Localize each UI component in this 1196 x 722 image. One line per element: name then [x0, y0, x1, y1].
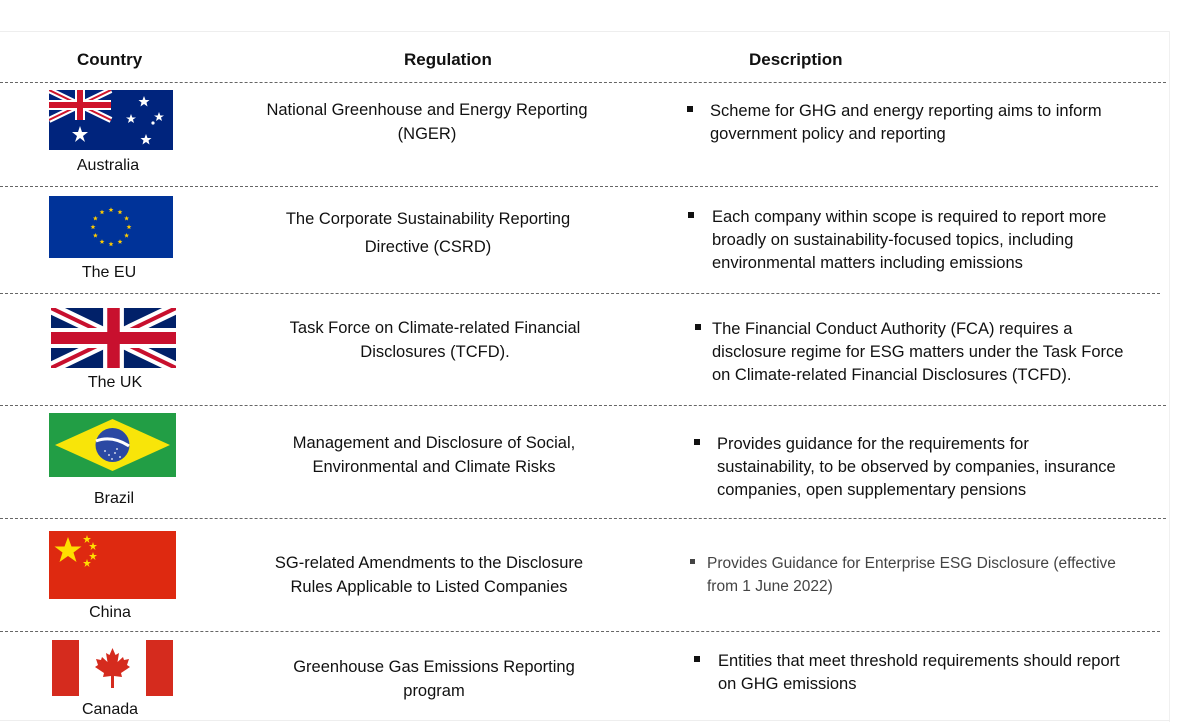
brazil-flag-icon: [49, 413, 176, 477]
header-description: Description: [749, 50, 843, 69]
regulation-name: Task Force on Climate-related Financial Disclosures (TCFD).: [289, 319, 581, 361]
regulation-name: The Corporate Sustainability Reporting Directive (CSRD): [285, 210, 571, 256]
bullet-icon: [688, 212, 694, 218]
bullet-icon: [694, 656, 700, 662]
regulation-name: Management and Disclosure of Social, Environmental and Climate Risks: [292, 434, 576, 476]
description-text: Provides Guidance for Enterprise ESG Disclosure (effective from 1 June 2022): [707, 555, 1116, 595]
description-text: Scheme for GHG and energy reporting aims to inform government policy and reporting: [710, 102, 1102, 143]
description-text: Provides guidance for the requirements for sustainability, to be observed by companies, insurance companies, open supplementary pensions: [717, 435, 1116, 499]
row-divider: [0, 631, 1160, 632]
regulation-name: National Greenhouse and Energy Reporting (NGER): [266, 101, 588, 143]
australia-flag-icon: [49, 90, 173, 150]
row-divider: [0, 518, 1166, 519]
country-label: The EU: [81, 264, 137, 281]
bullet-icon: [695, 324, 701, 330]
header-country: Country: [77, 50, 143, 69]
country-label: The UK: [87, 374, 143, 391]
regulation-name: SG-related Amendments to the Disclosure Rules Applicable to Listed Companies: [274, 554, 584, 596]
row-divider: [0, 293, 1160, 294]
bullet-icon: [690, 559, 695, 564]
country-label: Canada: [81, 701, 139, 718]
china-flag-icon: [49, 531, 176, 599]
regulation-name: Greenhouse Gas Emissions Reporting program: [293, 658, 575, 700]
bullet-icon: [694, 439, 700, 445]
description-text: Each company within scope is required to report more broadly on sustainability-focused topics, including environmental matters including emissions: [712, 208, 1107, 272]
description-text: The Financial Conduct Authority (FCA) requires a disclosure regime for ESG matters under the Task Force on Climate-related Financial Disclosures (TCFD).: [712, 320, 1124, 384]
description-text: Entities that meet threshold requirements should report on GHG emissions: [718, 652, 1120, 693]
row-divider: [0, 405, 1166, 406]
bullet-icon: [687, 106, 693, 112]
eu-flag-icon: [49, 196, 173, 258]
country-label: Brazil: [93, 490, 134, 507]
header-regulation: Regulation: [404, 50, 492, 69]
bottom-border: [0, 720, 1170, 721]
row-divider: [0, 82, 1166, 83]
row-divider: [0, 186, 1158, 187]
top-border: [0, 31, 1170, 32]
country-label: Australia: [76, 157, 140, 174]
country-label: China: [89, 604, 131, 621]
canada-flag-icon: [52, 640, 173, 696]
uk-flag-icon: [51, 308, 176, 368]
